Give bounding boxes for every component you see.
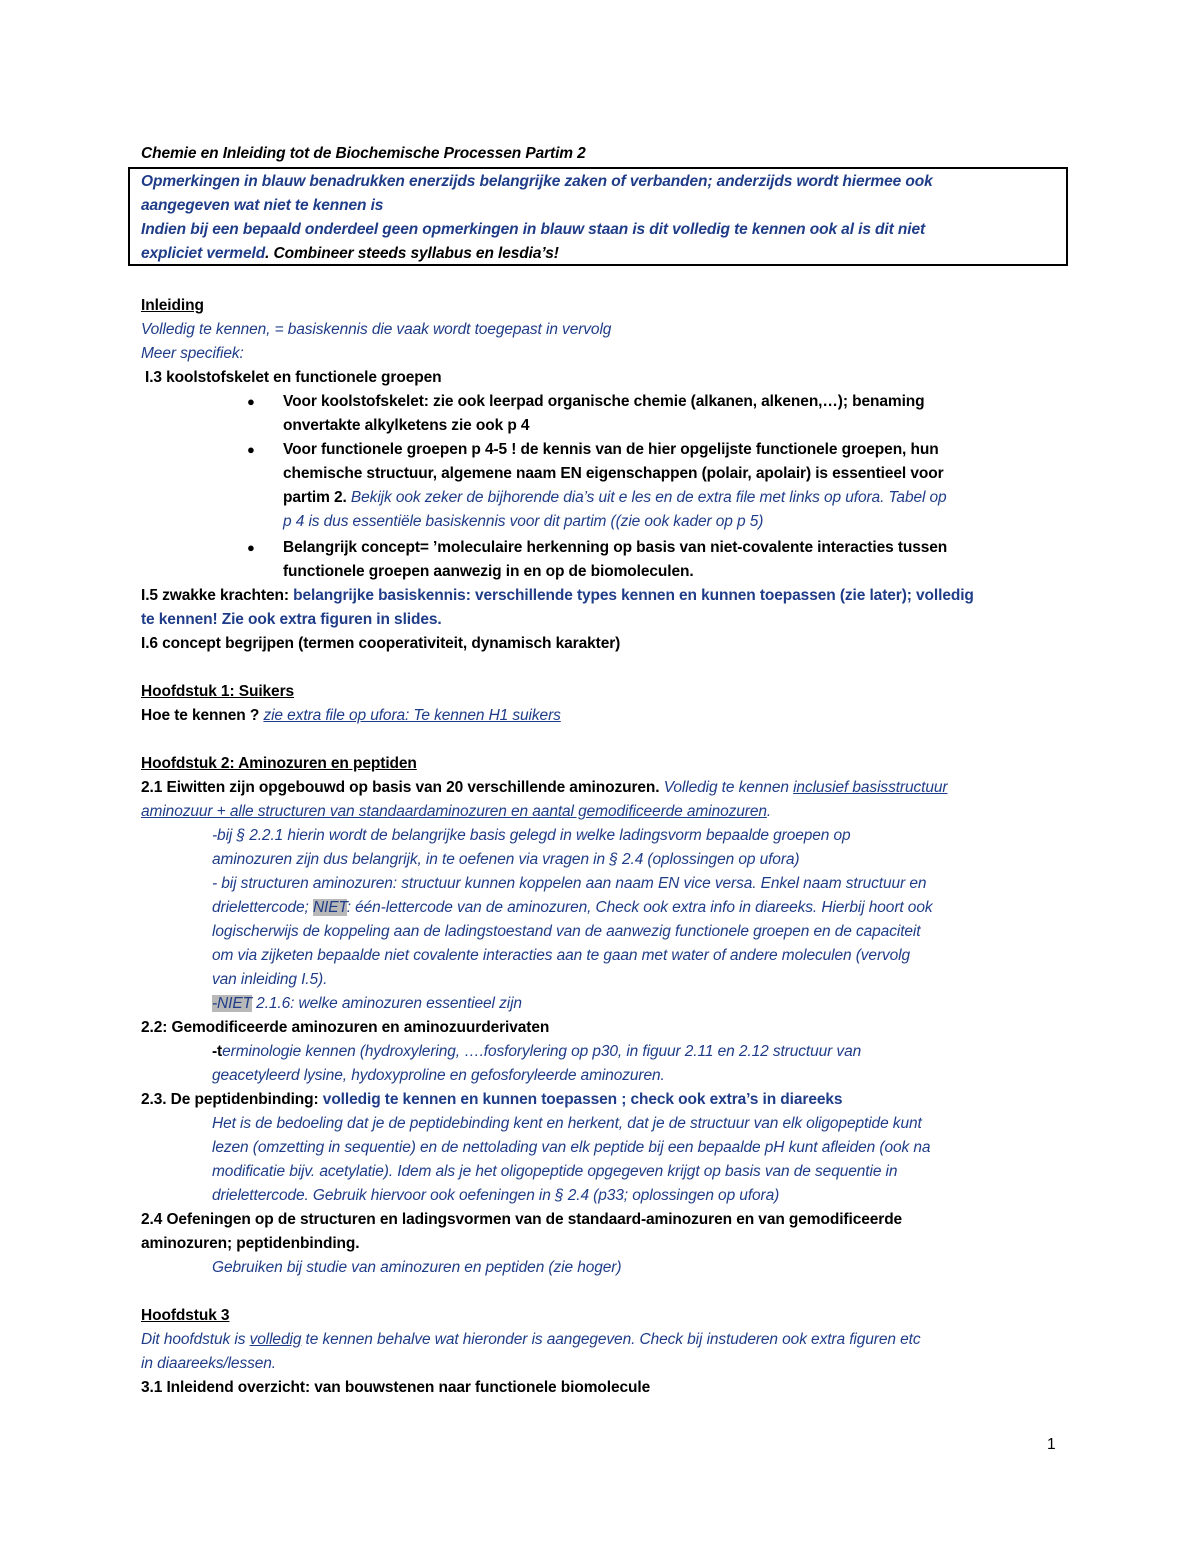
- heading-inleiding: Inleiding: [141, 297, 204, 314]
- note-line-4: [141, 243, 559, 265]
- note-line-4-blue: expliciet vermeld: [141, 245, 266, 262]
- section-2-2-line-2: geacetyleerd lysine, hydoxyproline en gefosforyleerde aminozuren.: [212, 1067, 665, 1084]
- section-i5-label: I.5 zwakke krachten:: [141, 587, 294, 604]
- section-2-3: [141, 1089, 842, 1111]
- section-2-1-period: .: [766, 803, 772, 820]
- note-line-1: Opmerkingen in blauw benadrukken enerzijds belangrijke zaken of verbanden; anderzijds wordt hiermee ook: [141, 173, 933, 190]
- inleiding-line-1: Volledig te kennen, = basiskennis die vaak wordt toegepast in vervolg: [141, 321, 612, 338]
- hoofdstuk-3-line-1c: te kennen behalve wat hieronder is aangegeven. Check bij instuderen ook extra figuren etc: [301, 1331, 921, 1348]
- bullet-3-line-1: Belangrijk concept= ’moleculaire herkenning op basis van niet-covalente interacties tussen: [283, 539, 948, 556]
- section-i5: [141, 585, 974, 607]
- bullet-icon: ●: [247, 442, 255, 457]
- bullet-3-line-2: functionele groepen aanwezig in en op de biomoleculen.: [283, 563, 694, 580]
- heading-hoofdstuk-2: Hoofdstuk 2: Aminozuren en peptiden: [141, 755, 417, 772]
- bullet-2-line-3: [283, 487, 947, 509]
- heading-hoofdstuk-3: Hoofdstuk 3: [141, 1307, 230, 1324]
- heading-hoofdstuk-1: Hoofdstuk 1: Suikers: [141, 683, 295, 700]
- section-2-4-line-2: aminozuren; peptidenbinding.: [141, 1235, 360, 1252]
- bullet-1-line-1: Voor koolstofskelet: zie ook leerpad organische chemie (alkanen, alkenen,…); benaming: [283, 393, 925, 410]
- section-2-4-line-3: Gebruiken bij studie van aminozuren en peptiden (zie hoger): [212, 1259, 622, 1276]
- section-2-1-note-5: logischerwijs de koppeling aan de ladingstoestand van de aanwezig functionele groepen en de capaciteit: [212, 923, 921, 940]
- section-3-1: 3.1 Inleidend overzicht: van bouwstenen naar functionele biomolecule: [141, 1379, 651, 1396]
- hoofdstuk-1-line: [141, 705, 561, 727]
- section-2-2-text: erminologie kennen (hydroxylering, ….fosforylering op p30, in figuur 2.11 en 2.12 structuur van: [222, 1043, 862, 1060]
- bullet-icon: ●: [247, 540, 255, 555]
- section-2-1-note-4a: drielettercode;: [212, 899, 313, 916]
- section-2-2-line-1: [212, 1041, 861, 1063]
- section-2-3-line-1: Het is de bedoeling dat je de peptidebinding kent en herkent, dat je de structuur van elk oligopeptide kunt: [212, 1115, 922, 1132]
- hoofdstuk-1-label: Hoe te kennen ?: [141, 707, 264, 724]
- hoofdstuk-3-line-1a: Dit hoofdstuk is: [141, 1331, 250, 1348]
- section-2-1-title: 2.1 Eiwitten zijn opgebouwd op basis van 20 verschillende aminozuren.: [141, 779, 664, 796]
- bullet-2-line-3-bold: partim 2.: [283, 489, 351, 506]
- note-line-3: Indien bij een bepaald onderdeel geen opmerkingen in blauw staan is dit volledig te kennen ook al is dit niet: [141, 221, 926, 238]
- hoofdstuk-3-line-1: [141, 1329, 921, 1351]
- bullet-2-line-1: Voor functionele groepen p 4-5 ! de kennis van de hier opgelijste functionele groepen, hun: [283, 441, 939, 458]
- page-number: 1: [1047, 1436, 1056, 1453]
- section-2-2-dash: -t: [212, 1043, 223, 1060]
- hoofdstuk-3-underlined: volledig: [249, 1331, 302, 1348]
- section-2-1-note-1: -bij § 2.2.1 hierin wordt de belangrijke basis gelegd in welke ladingsvorm bepaalde groepen op: [212, 827, 851, 844]
- hoofdstuk-3-line-2: in diaareeks/lessen.: [141, 1355, 276, 1372]
- section-2-3-line-2: lezen (omzetting in sequentie) en de nettolading van elk peptide bij een bepaalde pH kunt afleiden (ook na: [212, 1139, 931, 1156]
- section-2-1-note-7: van inleiding I.5).: [212, 971, 328, 988]
- section-2-2: 2.2: Gemodificeerde aminozuren en aminozuurderivaten: [141, 1019, 550, 1036]
- section-2-1-note-2: aminozuren zijn dus belangrijk, in te oefenen via vragen in § 2.4 (oplossingen op ufora): [212, 851, 800, 868]
- hoofdstuk-1-link[interactable]: zie extra file op ufora: Te kennen H1 suikers: [263, 707, 561, 724]
- section-2-4-line-1: 2.4 Oefeningen op de structuren en ladingsvormen van de standaard-aminozuren en van gemodificeerde: [141, 1211, 903, 1228]
- highlight-niet-2: -NIET: [212, 995, 252, 1012]
- section-2-3-line-4: drielettercode. Gebruik hiervoor ook oefeningen in § 2.4 (p33; oplossingen op ufora): [212, 1187, 780, 1204]
- section-2-1-note-4c: : één-lettercode van de aminozuren, Check ook extra info in diareeks. Hierbij hoort ook: [346, 899, 933, 916]
- note-line-2: aangegeven wat niet te kennen is: [141, 197, 384, 214]
- bullet-icon: ●: [247, 394, 255, 409]
- section-2-1-note-3: - bij structuren aminozuren: structuur kunnen koppelen aan naam EN vice versa. Enkel naam structuur en: [212, 875, 927, 892]
- inleiding-line-2: Meer specifiek:: [141, 345, 244, 362]
- section-2-1-note-6: om via zijketen bepaalde niet covalente interacties aan te gaan met water of andere moleculen (vervolg: [212, 947, 911, 964]
- highlight-niet: NIET: [312, 899, 347, 916]
- section-i5-note: belangrijke basiskennis: verschillende types kennen en kunnen toepassen (zie later); volledig: [293, 587, 974, 604]
- bullet-2-line-3-blue: Bekijk ook zeker de bijhorende dia’s uit e les en de extra file met links op ufora. Tabel op: [350, 489, 947, 506]
- bullet-2-line-4: p 4 is dus essentiële basiskennis voor dit partim ((zie ook kader op p 5): [283, 513, 764, 530]
- section-2-1-note: Volledig te kennen: [663, 779, 794, 796]
- section-2-3-line-3: modificatie bijv. acetylatie). Idem als je het oligopeptide opgegeven krijgt op basis van de sequentie in: [212, 1163, 898, 1180]
- section-i6: I.6 concept begrijpen (termen cooperativiteit, dynamisch karakter): [141, 635, 621, 652]
- section-2-1-line-2: [141, 801, 771, 823]
- section-2-1-underlined-2: aminozuur + alle structuren van standaardaminozuren en aantal gemodificeerde aminozuren: [141, 803, 767, 820]
- bullet-2-line-2: chemische structuur, algemene naam EN eigenschappen (polair, apolair) is essentieel voor: [283, 465, 944, 482]
- section-2-1-note-8: [212, 993, 522, 1015]
- section-i5-line-2: te kennen! Zie ook extra figuren in slides.: [141, 611, 442, 628]
- section-2-3-note: volledig te kennen en kunnen toepassen ; check ook extra’s in diareeks: [322, 1091, 843, 1108]
- document-title: Chemie en Inleiding tot de Biochemische Processen Partim 2: [141, 145, 586, 162]
- section-2-1-note-4: [212, 897, 933, 919]
- bullet-1-line-2: onvertakte alkylketens zie ook p 4: [283, 417, 530, 434]
- section-i3: I.3 koolstofskelet en functionele groepen: [145, 369, 442, 386]
- section-2-1-note-8b: 2.1.6: welke aminozuren essentieel zijn: [251, 995, 522, 1012]
- section-2-1: [141, 777, 947, 799]
- section-2-1-underlined: inclusief basisstructuur: [793, 779, 948, 796]
- section-2-3-title: 2.3. De peptidenbinding:: [141, 1091, 323, 1108]
- note-line-4-black: . Combineer steeds syllabus en lesdia’s!: [265, 245, 559, 262]
